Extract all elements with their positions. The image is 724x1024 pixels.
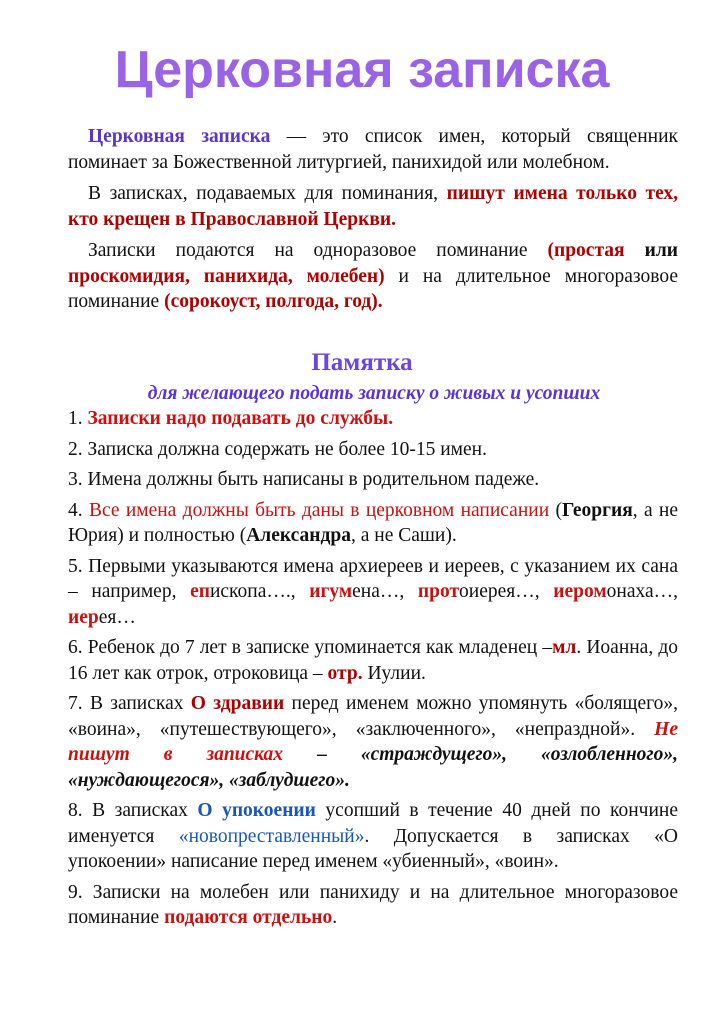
rule-9-start: 9. Записки на молебен или панихиду и на длительное многоразовое поминание xyxy=(68,881,678,928)
intro-paragraph-1 xyxy=(68,124,678,175)
rule-4-number: 4. xyxy=(68,499,89,521)
rule-7-start: 7. В записках xyxy=(68,693,191,714)
rule-8-mid: усопший в течение 40 дней по кончине именуется xyxy=(68,800,679,847)
rule-4 xyxy=(68,498,678,549)
rule-5-abbr-ierom: иером xyxy=(553,581,607,602)
rule-5-abbr-ier: иер xyxy=(68,606,99,628)
rule-5-word-igum: ена… xyxy=(352,581,400,602)
intro-p2-highlight: пишут имена только тех, кто крещен в Православной Церкви. xyxy=(68,183,678,230)
rule-5-abbr-prot: прот xyxy=(417,581,460,602)
rule-7-mid: перед именем можно упомянуть «болящего», «воина», «путешествующего», «заключенного», «непраздной». xyxy=(68,693,678,740)
rule-6-end: Иулии. xyxy=(362,662,426,684)
intro-paragraph-2 xyxy=(68,181,678,232)
rule-6-abbr-otr: отр. xyxy=(327,662,363,684)
rule-7-excluded-list: «страждущего», «озлобленного», «нуждающегося», «заблудшего». xyxy=(68,744,678,791)
intro-p3-option-long: (сорокоуст, полгода, год). xyxy=(164,291,383,312)
rules-list xyxy=(68,406,678,936)
rule-5-abbr-igum: игум xyxy=(309,581,353,602)
rule-7-not-written: Не пишут в записках xyxy=(68,718,678,765)
rule-2: 2. Записка должна содержать не более 10-15 имен. xyxy=(68,438,487,460)
intro-p3-or: или xyxy=(624,240,678,261)
rule-1 xyxy=(68,406,678,432)
rule-8-end: . Допускается в записках «О упокоении» написание перед именем «убиенный», «воин». xyxy=(68,825,678,872)
rule-4-name-georgiya: Георгия xyxy=(561,499,633,521)
rule-4-mid1: , а не Юрия) и полностью ( xyxy=(68,499,679,546)
rule-5-word-prot: оиерея… xyxy=(459,581,535,602)
rule-1-text: Записки надо подавать до службы. xyxy=(87,408,394,429)
rule-8-o-upokoenii: О упокоении xyxy=(197,800,316,821)
rule-6-start: 6. Ребенок до 7 лет в записке упоминается как младенец – xyxy=(68,637,553,658)
rule-5-abbr-ep: еп xyxy=(190,581,210,602)
rule-5 xyxy=(68,554,678,631)
rule-7-dash: – xyxy=(283,744,361,765)
rule-5-start: 5. Первыми указываются имена архиереев и иереев, с указанием их сана – например, xyxy=(68,555,678,602)
intro-paragraph-3 xyxy=(68,238,678,315)
rule-5-sep4: , xyxy=(673,581,679,602)
intro-term: Церковная записка xyxy=(88,126,271,147)
memo-heading: Памятка xyxy=(311,349,413,376)
memo-subheading: для желающего подать записку о живых и усопших xyxy=(147,383,601,404)
page-title: Церковная записка xyxy=(114,41,610,99)
intro-p2-start: В записках, подаваемых для поминания, xyxy=(88,183,447,204)
rule-5-word-ierom: онаха… xyxy=(606,581,674,602)
rule-5-sep2: , xyxy=(399,581,418,602)
rule-8-start: 8. В записках xyxy=(68,800,198,821)
rule-5-word-ep: ископа…. xyxy=(209,581,291,602)
rule-7-o-zdravii: О здравии xyxy=(190,693,285,714)
rule-6 xyxy=(68,635,678,686)
rule-4-open: ( xyxy=(549,499,562,521)
rule-3: 3. Имена должны быть написаны в родительном падеже. xyxy=(68,469,540,490)
rule-7 xyxy=(68,691,678,793)
rule-5-word-ier: ея… xyxy=(98,606,136,628)
rule-6-abbr-ml: мл xyxy=(552,637,577,658)
intro-p3-middle: и на длительное многоразовое поминание xyxy=(68,265,678,312)
rule-9-separately: подаются отдельно xyxy=(164,907,333,928)
rule-4-highlight: Все имена должны быть даны в церковном написании xyxy=(88,499,550,521)
intro-p3-start: Записки подаются на одноразовое поминание xyxy=(88,240,548,261)
rule-9 xyxy=(68,880,678,931)
rule-5-sep1: , xyxy=(290,581,310,602)
rule-9-end: . xyxy=(332,907,338,928)
intro-section xyxy=(68,124,678,321)
rule-5-sep3: , xyxy=(534,581,554,602)
intro-p3-option-simple: (простая xyxy=(547,240,625,261)
rule-8-novoprestavlenny: «новопреставленный» xyxy=(178,825,365,847)
intro-p3-option-proskomidia: проскомидия, панихида, молебен) xyxy=(68,265,385,287)
rule-4-mid2: , а не Саши). xyxy=(350,525,457,546)
rule-8 xyxy=(68,798,678,875)
rule-6-mid: . Иоанна, до 16 лет как отрок, отроковица – xyxy=(68,637,678,684)
rule-1-number: 1. xyxy=(68,408,88,429)
rule-4-name-aleksandra: Александра xyxy=(246,525,351,546)
intro-definition: — это список имен, который священник поминает за Божественной литургией, панихидой или молебном. xyxy=(68,126,678,173)
